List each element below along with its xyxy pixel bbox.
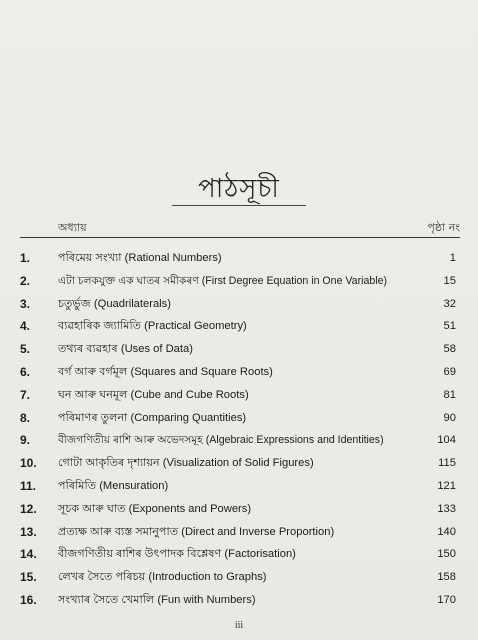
chapter-number: 7. xyxy=(20,387,31,402)
header-divider xyxy=(20,237,460,238)
list-item xyxy=(0,362,478,382)
page-column-header: পৃষ্ঠা নং xyxy=(427,221,460,234)
page-title: পাঠসূচী xyxy=(198,174,280,204)
chapter-title: লেখৰ সৈতে পৰিচয় (Introduction to Graphs) xyxy=(58,571,267,584)
chapter-number: 1. xyxy=(20,251,31,265)
chapter-title: গোটা আকৃতিৰ দৃশ্যায়ন (Visualization of Solid Figures) xyxy=(58,457,314,470)
chapter-number: 15. xyxy=(20,570,37,585)
list-item xyxy=(0,339,478,359)
chapter-title: তথ্যৰ ব্যৱহাৰ (Uses of Data) xyxy=(58,343,193,356)
chapter-page: 115 xyxy=(438,457,456,470)
chapter-page: 58 xyxy=(443,343,456,356)
chapter-page: 51 xyxy=(443,320,456,333)
chapter-number: 13. xyxy=(20,524,37,539)
chapter-title: পৰিমেয় সংখ্যা (Rational Numbers) xyxy=(58,252,222,264)
chapter-column-header: অধ্যায় xyxy=(58,221,87,234)
chapter-page: 32 xyxy=(443,297,456,310)
chapter-page: 1 xyxy=(449,252,456,264)
chapter-title: ঘন আৰু ঘনমূল (Cube and Cube Roots) xyxy=(58,388,249,401)
list-item xyxy=(0,248,478,268)
list-item xyxy=(0,453,478,473)
chapter-page: 121 xyxy=(437,480,456,492)
list-item xyxy=(0,385,478,405)
chapter-title: সূচক আৰু ঘাত (Exponents and Powers) xyxy=(58,502,252,515)
chapter-title: বীজগণিতীয় ৰাশিৰ উৎপাদক বিশ্লেষণ (Factorisation) xyxy=(58,548,296,561)
list-item xyxy=(0,522,478,542)
list-item xyxy=(0,476,478,496)
page-number: iii xyxy=(234,620,244,631)
chapter-title: বীজগণিতীয় ৰাশি আৰু অভেদসমূহ (Algebraic Expressions and Identities) xyxy=(58,434,384,447)
chapter-title: পৰিমাণৰ তুলনা (Comparing Quantities) xyxy=(58,411,247,424)
chapter-title: বৰ্গ আৰু বৰ্গমূল (Squares and Square Roots) xyxy=(58,366,273,378)
chapter-title: প্ৰত্যক্ষ আৰু ব্যস্ত সমানুপাত (Direct and Inverse Proportion) xyxy=(58,525,335,538)
chapter-number: 10. xyxy=(20,456,37,471)
chapter-number: 9. xyxy=(20,433,31,448)
list-item xyxy=(0,499,478,519)
chapter-number: 2. xyxy=(20,273,31,288)
chapter-page: 15 xyxy=(443,274,456,287)
list-item xyxy=(0,271,478,291)
chapter-number: 12. xyxy=(20,501,37,516)
chapter-number: 6. xyxy=(20,365,31,379)
list-item xyxy=(0,430,478,450)
chapter-title: চতুৰ্ভুজ (Quadrilaterals) xyxy=(58,297,171,310)
chapter-title: ব্যৱহাৰিক জ্যামিতি (Practical Geometry) xyxy=(58,320,247,333)
list-item xyxy=(0,590,478,610)
chapter-title: পৰিমিতি (Mensuration) xyxy=(58,480,169,492)
chapter-page: 133 xyxy=(437,502,456,515)
chapter-number: 5. xyxy=(20,342,31,357)
chapter-number: 16. xyxy=(20,593,37,607)
chapter-title: সংখ্যাৰ সৈতে খেমালি (Fun with Numbers) xyxy=(58,594,256,606)
chapter-page: 158 xyxy=(437,571,456,584)
chapter-page: 104 xyxy=(437,434,456,447)
list-item xyxy=(0,294,478,314)
list-item xyxy=(0,408,478,428)
chapter-page: 140 xyxy=(437,525,456,538)
list-item xyxy=(0,567,478,587)
chapter-page: 81 xyxy=(443,388,456,401)
chapter-number: 11. xyxy=(20,479,37,493)
chapter-page: 150 xyxy=(437,548,456,561)
chapter-title: এটা চলকযুক্ত এক ঘাতৰ সমীকৰণ (First Degree Equation in One Variable) xyxy=(58,274,388,287)
chapter-page: 170 xyxy=(437,594,456,606)
chapter-page: 90 xyxy=(443,411,456,424)
list-item xyxy=(0,316,478,336)
chapter-page: 69 xyxy=(443,366,456,378)
chapter-number: 3. xyxy=(20,296,31,311)
title-underline xyxy=(172,205,306,206)
chapter-number: 4. xyxy=(20,319,31,334)
chapter-number: 14. xyxy=(20,547,37,562)
chapter-number: 8. xyxy=(20,410,31,425)
list-item xyxy=(0,544,478,564)
